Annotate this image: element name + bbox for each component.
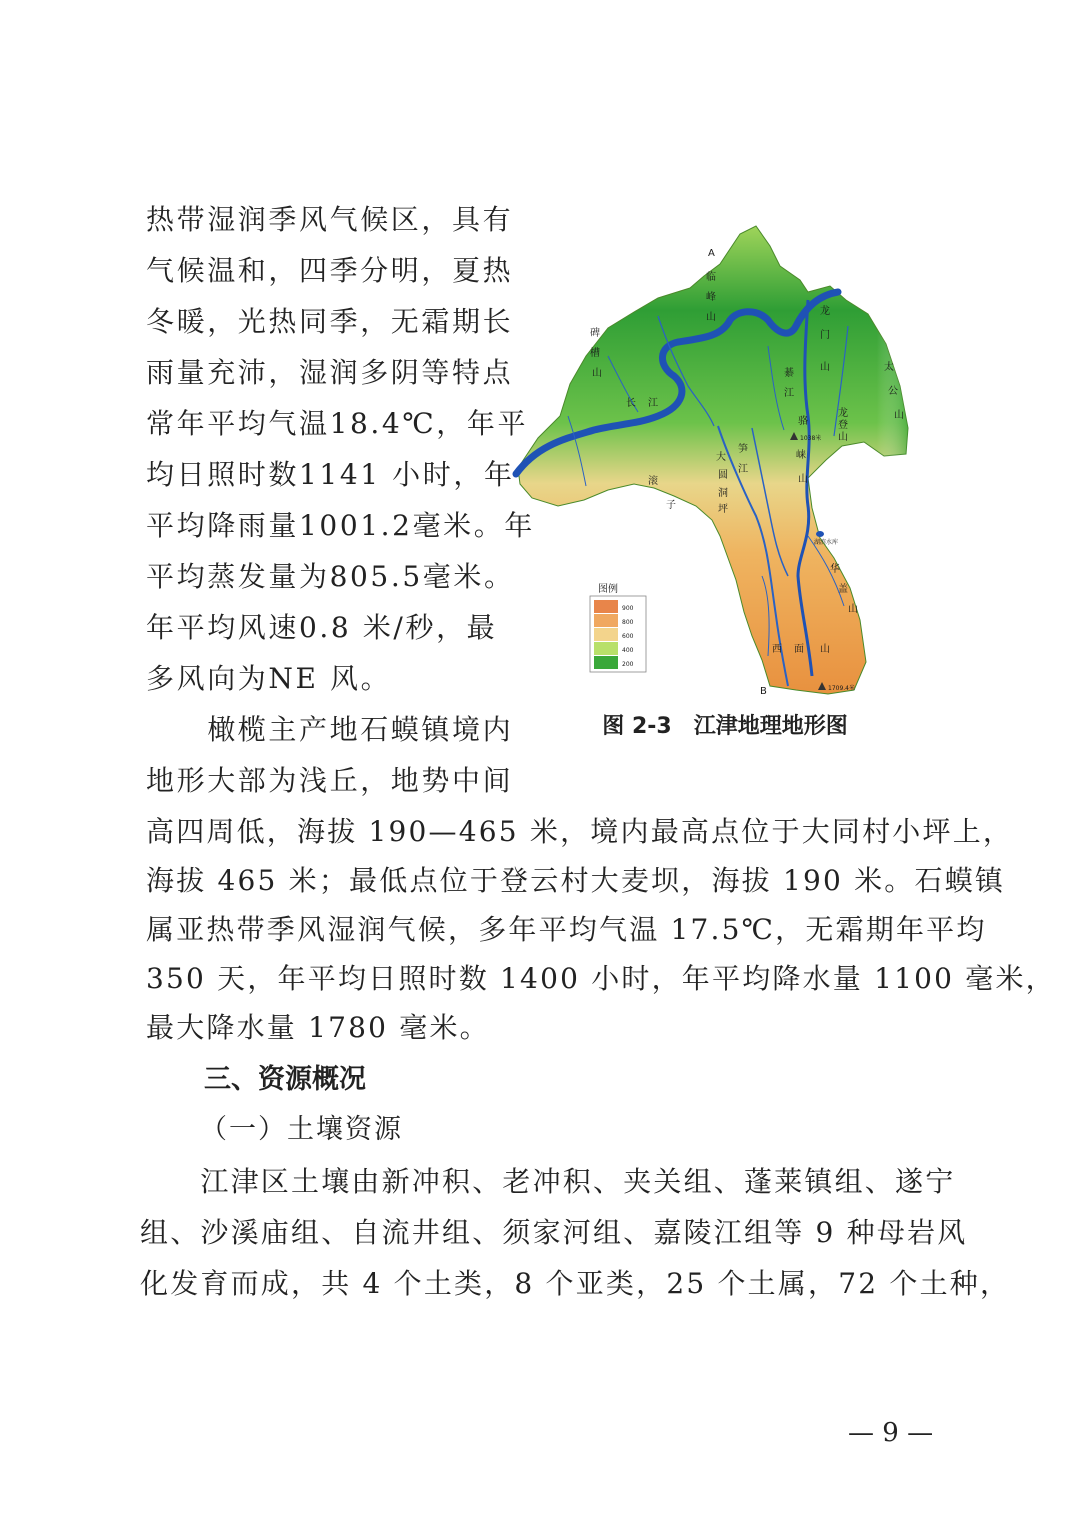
mountain-label: 碑 bbox=[590, 328, 600, 339]
text-line: 350 天，年平均日照时数 1400 小时，年平均降水量 1100 毫米， bbox=[146, 962, 1056, 995]
mountain-label: 公 bbox=[888, 386, 898, 397]
text-line: 均日照时数1141 小时，年 bbox=[146, 458, 515, 491]
legend-swatch bbox=[594, 642, 618, 655]
text-line: 多风向为NE 风。 bbox=[146, 662, 392, 695]
text-line: 常年平均气温18.4℃，年平 bbox=[146, 407, 529, 440]
mountain-label: 洞 bbox=[718, 488, 728, 499]
river-label: 綦 bbox=[784, 368, 794, 379]
legend-swatch bbox=[594, 628, 618, 641]
text-line: 平均蒸发量为805.5毫米。 bbox=[146, 560, 515, 593]
mountain-label: 盖 bbox=[838, 584, 848, 595]
figure-caption: 图 2-3 江津地理地形图 bbox=[602, 714, 848, 739]
reservoir bbox=[816, 531, 824, 537]
terrain-map bbox=[508, 216, 916, 706]
text-line: 属亚热带季风湿润气候，多年平均气温 17.5℃，无霜期年平均 bbox=[146, 913, 987, 946]
text-line: 热带湿润季风气候区，具有 bbox=[146, 203, 514, 236]
text-line: 气候温和，四季分明，夏热 bbox=[146, 254, 514, 287]
river-label: 长 bbox=[626, 398, 636, 409]
text-line: 化发育而成，共 4 个土类，8 个亚类，25 个土属，72 个土种， bbox=[140, 1267, 1011, 1300]
mountain-label: 山 bbox=[592, 368, 602, 379]
legend-swatch bbox=[594, 600, 618, 613]
text-line: 地形大部为浅丘，地势中间 bbox=[146, 764, 514, 797]
text-line: 橄榄主产地石蟆镇境内 bbox=[146, 713, 514, 746]
mountain-label: 山 bbox=[820, 644, 830, 655]
text-line: 组、沙溪庙组、自流井组、须家河组、嘉陵江组等 9 种母岩风 bbox=[140, 1216, 968, 1249]
mountain-label: 坪 bbox=[718, 504, 728, 515]
mountain-label: 龙 bbox=[820, 306, 830, 317]
text-line: 年平均风速0.8 米/秒，最 bbox=[146, 611, 498, 644]
mountain-label: 山 bbox=[706, 312, 716, 323]
text-line: 海拔 465 米；最低点位于登云村大麦坝，海拔 190 米。石蟆镇 bbox=[146, 864, 1006, 897]
mountain-label: 太 bbox=[884, 362, 894, 373]
legend-label: 200 bbox=[622, 661, 634, 668]
elevation-label: 1038米 bbox=[800, 435, 822, 442]
mountain-label: 西 bbox=[772, 644, 782, 655]
mountain-label: 面 bbox=[794, 644, 804, 655]
river-label: 江 bbox=[738, 464, 748, 475]
legend-label: 600 bbox=[622, 633, 634, 640]
legend-label: 900 bbox=[622, 605, 634, 612]
section-heading: 三、资源概况 bbox=[204, 1064, 366, 1095]
legend-label: 800 bbox=[622, 619, 634, 626]
text-line: 最大降水量 1780 毫米。 bbox=[146, 1011, 490, 1044]
legend-swatch bbox=[594, 614, 618, 627]
mountain-label: 大 bbox=[716, 452, 726, 463]
elevation-label: 1709.4米 bbox=[828, 685, 855, 692]
legend-label: 400 bbox=[622, 647, 634, 654]
mountain-label: 龙 bbox=[838, 408, 848, 419]
text-line: 平均降雨量1001.2毫米。年 bbox=[146, 509, 535, 542]
mountain-label: 槽 bbox=[590, 348, 600, 359]
mountain-label: 山 bbox=[894, 410, 904, 421]
mountain-label: 登 bbox=[838, 420, 848, 431]
mountain-label: 山 bbox=[798, 474, 808, 485]
mountain-label: 山 bbox=[820, 362, 830, 373]
mountain-label: 圆 bbox=[718, 470, 728, 481]
mountain-label: 子 bbox=[666, 500, 676, 511]
mountain-label: 临 bbox=[706, 272, 716, 283]
text-line: 江津区土壤由新冲积、老冲积、夹关组、蓬莱镇组、遂宁 bbox=[140, 1165, 956, 1198]
point-label: A bbox=[708, 248, 715, 259]
text-line: 高四周低，海拔 190—465 米，境内最高点位于大同村小坪上， bbox=[146, 815, 1014, 848]
river-label: 江 bbox=[784, 388, 794, 399]
mountain-label: 滚 bbox=[648, 476, 658, 487]
mountain-label: 山 bbox=[848, 604, 858, 615]
legend-swatch bbox=[594, 656, 618, 669]
section-subheading: （一）土壤资源 bbox=[200, 1114, 403, 1145]
mountain-label: 华 bbox=[830, 564, 840, 575]
point-label: B bbox=[760, 686, 767, 697]
reservoir-label: 湖滨水库 bbox=[814, 539, 839, 546]
mountain-label: 门 bbox=[820, 330, 830, 341]
mountain-label: 骆 bbox=[798, 416, 808, 427]
page-number: — 9 — bbox=[848, 1418, 934, 1448]
mountain-label: 峰 bbox=[706, 292, 716, 303]
mountain-label: 山 bbox=[838, 432, 848, 443]
text-line: 雨量充沛，湿润多阴等特点 bbox=[146, 356, 514, 389]
river-label: 江 bbox=[648, 398, 658, 409]
mountain-label: 崃 bbox=[796, 450, 806, 461]
text-line: 冬暖，光热同季，无霜期长 bbox=[146, 305, 514, 338]
map-legend bbox=[590, 582, 646, 672]
legend-title: 图例 bbox=[598, 584, 618, 595]
river-label: 笋 bbox=[738, 444, 748, 455]
